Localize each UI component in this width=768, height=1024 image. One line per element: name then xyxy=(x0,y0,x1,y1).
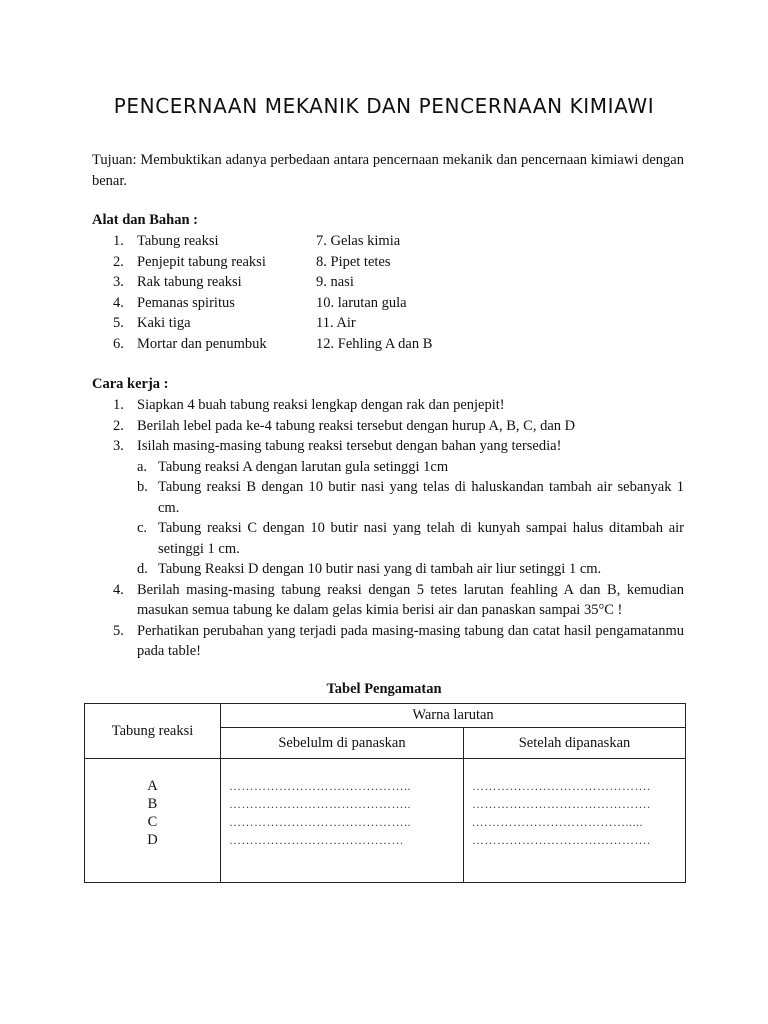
step-item xyxy=(113,416,684,437)
substep-letter: b. xyxy=(137,479,148,495)
substep-item xyxy=(137,477,684,518)
item-text: Mortar dan penumbuk xyxy=(137,335,267,352)
list-item xyxy=(113,231,432,252)
row-label: C xyxy=(147,814,158,830)
list-item xyxy=(113,252,432,273)
step-number: 2. xyxy=(113,417,124,434)
step-number: 1. xyxy=(113,397,124,413)
tabung-cell xyxy=(85,759,221,883)
item-text: Tabung reaksi xyxy=(137,233,219,249)
page-title: PENCERNAAN MEKANIK DAN PENCERNAAN KIMIAWI xyxy=(113,94,655,118)
item-text: Rak tabung reaksi xyxy=(137,274,242,290)
header-tabung: Tabung reaksi xyxy=(85,704,221,759)
item-text: 7. Gelas kimia xyxy=(316,233,401,249)
step-text: Berilah masing-masing tabung reaksi dengan 5 tetes larutan feahling A dan B, kemudian masukan semua tabung ke dalam gelas kimia berisi air dan panaskan sampai 35°C ! xyxy=(137,581,684,618)
list-item xyxy=(113,293,432,314)
dotted-line: ……………………………………. xyxy=(472,833,651,847)
step-item xyxy=(113,436,684,457)
substep-item xyxy=(137,518,684,559)
step-text: Berilah lebel pada ke-4 tabung reaksi tersebut dengan hurup A, B, C, dan D xyxy=(137,417,576,434)
substeps-list xyxy=(137,457,684,580)
steps-list xyxy=(113,395,684,662)
table-title: Tabel Pengamatan xyxy=(326,681,442,697)
alat-heading: Alat dan Bahan : xyxy=(92,212,198,228)
dotted-line: …………………………………….. xyxy=(229,779,411,793)
substep-text: Tabung reaksi B dengan 10 butir nasi yang telas di haluskandan tambah air sebanyak 1 cm. xyxy=(158,479,684,516)
substep-item xyxy=(137,559,684,580)
step-item xyxy=(113,621,684,662)
item-text: Pemanas spiritus xyxy=(137,294,235,311)
list-item xyxy=(113,334,432,355)
cara-heading: Cara kerja : xyxy=(92,376,169,392)
item-number: 6. xyxy=(113,335,124,352)
substep-text: Tabung Reaksi D dengan 10 butir nasi yang di tambah air liur setinggi 1 cm. xyxy=(158,561,602,577)
item-number: 5. xyxy=(113,315,124,331)
substep-text: Tabung reaksi A dengan larutan gula setinggi 1cm xyxy=(158,458,449,475)
header-setelah: Setelah dipanaskan xyxy=(464,728,686,759)
step-item xyxy=(113,580,684,621)
substep-letter: a. xyxy=(137,458,148,475)
step-item xyxy=(113,395,684,416)
item-number: 2. xyxy=(113,253,124,270)
substep-letter: d. xyxy=(137,561,148,577)
alat-list xyxy=(113,231,432,354)
step-text: Siapkan 4 buah tabung reaksi lengkap dengan rak dan penjepit! xyxy=(137,397,505,413)
list-item xyxy=(113,313,432,334)
item-text: 10. larutan gula xyxy=(316,294,407,311)
item-text: Kaki tiga xyxy=(137,315,191,331)
item-number: 3. xyxy=(113,274,124,290)
substep-text: Tabung reaksi C dengan 10 butir nasi yang telah di kunyah sampai halus ditambah air setinggi 1 cm. xyxy=(158,520,684,557)
row-label: D xyxy=(147,832,158,848)
dotted-line: ……………………………………. xyxy=(472,797,651,811)
step-text: Perhatikan perubahan yang terjadi pada masing-masing tabung dan catat hasil pengamatanmu pada table! xyxy=(137,622,684,659)
step-text: Isilah masing-masing tabung reaksi tersebut dengan bahan yang tersedia! xyxy=(137,438,562,454)
header-warna: Warna larutan xyxy=(221,704,686,728)
item-number: 1. xyxy=(113,233,124,249)
header-sebelum: Sebelulm di panaskan xyxy=(221,728,464,759)
item-text: 12. Fehling A dan B xyxy=(316,335,433,352)
step-number: 5. xyxy=(113,622,124,639)
sebelum-cell xyxy=(221,759,464,883)
dotted-line: ……………………………………. xyxy=(472,779,651,793)
list-item xyxy=(113,272,432,293)
observation-table xyxy=(84,703,686,883)
item-text: 8. Pipet tetes xyxy=(316,253,391,270)
dotted-line: .………………………………..... xyxy=(472,815,643,829)
substeps-wrapper xyxy=(113,457,684,580)
substep-letter: c. xyxy=(137,520,148,536)
dotted-line: …………………………………….. xyxy=(229,797,411,811)
step-number: 4. xyxy=(113,581,124,598)
row-label: B xyxy=(147,796,158,812)
dotted-line: …………………………………….. xyxy=(229,815,411,829)
item-number: 4. xyxy=(113,294,124,311)
item-text: Penjepit tabung reaksi xyxy=(137,253,266,270)
dotted-line: …………………………………… xyxy=(229,833,404,847)
tujuan-paragraph: Tujuan: Membuktikan adanya perbedaan antara pencernaan mekanik dan pencernaan kimiawi dengan benar. xyxy=(92,152,684,189)
substep-item xyxy=(137,457,684,478)
row-label: A xyxy=(147,778,158,794)
step-number: 3. xyxy=(113,438,124,454)
item-text: 11. Air xyxy=(316,315,356,331)
setelah-cell xyxy=(464,759,686,883)
item-text: 9. nasi xyxy=(316,274,354,290)
